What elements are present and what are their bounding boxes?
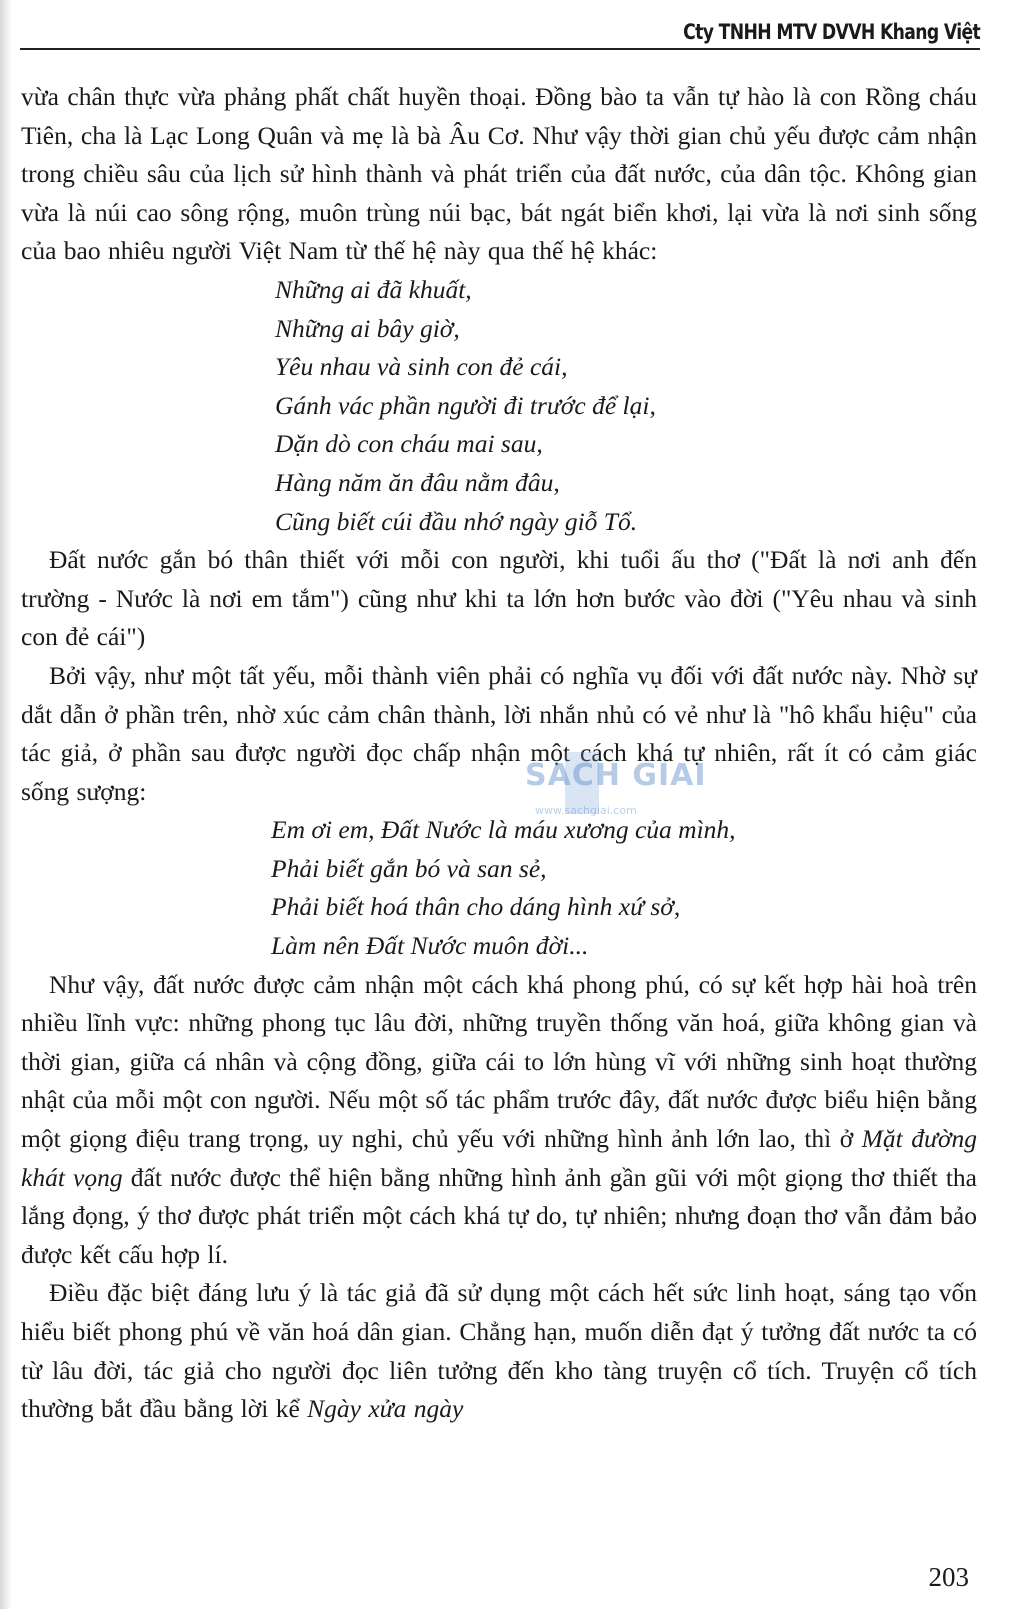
poem-line: Phải biết gắn bó và san sẻ, xyxy=(271,853,547,883)
running-header-publisher: Cty TNHH MTV DVVH Khang Việt xyxy=(683,20,980,44)
poem-excerpt-2 xyxy=(21,811,977,965)
watermark-logo-text: SACH GIAI xyxy=(525,758,707,793)
poem-line: Yêu nhau và sinh con đẻ cái, xyxy=(275,352,568,382)
header-rule xyxy=(20,48,980,50)
work-title: Mặt đường khát vọng xyxy=(21,1124,977,1192)
page-number: 203 xyxy=(928,1562,969,1592)
poem-line: Cũng biết cúi đầu nhớ ngày giỗ Tổ. xyxy=(275,506,638,536)
poem-line: Những ai bây giờ, xyxy=(275,313,460,343)
paragraph-4 xyxy=(21,966,977,1275)
paragraph-1: vừa chân thực vừa phảng phất chất huyền thoại. Đồng bào ta vẫn tự hào là con Rồng cháu Tiên, cha là Lạc Long Quân và mẹ là bà Âu Cơ. Như vậy thời gian chủ yếu được cảm nhận trong chiều sâu của lịch sử hình thành và phát triển của đất nước, của dân tộc. Không gian vừa là núi cao sông rộng, muôn trùng núi bạc, bát ngát biển khơi, lại vừa là nơi sinh sống của bao nhiêu người Việt Nam từ thế hệ này qua thế hệ khác: xyxy=(21,82,977,266)
paragraph-4-text-end: đất nước được thể hiện bằng những hình ảnh gần gũi với một giọng thơ thiết tha lắng đọng, ý thơ được phát triển một cách khá tự do, tự nhiên; nhưng đoạn thơ vẫn đảm bảo được kết cấu hợp lí. xyxy=(21,1162,977,1269)
poem-line: Phải biết hoá thân cho dáng hình xứ sở, xyxy=(271,892,681,922)
page-body xyxy=(21,78,977,1429)
poem-line: Dặn dò con cháu mai sau, xyxy=(275,429,543,459)
paragraph-3: Bởi vậy, như một tất yếu, mỗi thành viên phải có nghĩa vụ đối với đất nước này. Nhờ sự dắt dẫn ở phần trên, nhờ xúc cảm chân thành, lời nhắn nhủ có vẻ như là "hô khẩu hiệu" của tác giả, ở phần sau được người đọc chấp nhận một cách khá tự nhiên, rất ít có cảm giác sống sượng: xyxy=(21,660,977,806)
fairy-tale-opening: Ngày xửa ngày xyxy=(307,1394,464,1424)
page-edge-shadow xyxy=(0,0,12,1609)
poem-line: Gánh vác phần người đi trước để lại, xyxy=(275,390,656,420)
poem-line: Hàng năm ăn đâu nằm đâu, xyxy=(275,467,560,497)
paragraph-5-text: Điều đặc biệt đáng lưu ý là tác giả đã sử dụng một cách hết sức linh hoạt, sáng tạo vốn hiểu biết phong phú về văn hoá dân gian. Chẳng hạn, muốn diễn đạt ý tưởng đất nước ta có từ lâu đời, tác giả cho người đọc liên tưởng đến kho tàng truyện cổ tích. Truyện cổ tích thường bắt đầu bằng lời kể xyxy=(21,1278,977,1424)
paragraph-4-text-start: Như vậy, đất nước được cảm nhận một cách khá phong phú, có sự kết hợp hài hoà trên nhiều lĩnh vực: những phong tục lâu đời, những truyền thống văn hoá, giữa không gian và thời gian, giữa cá nhân và cộng đồng, giữa cái to lớn hùng vĩ với những sinh hoạt thường nhật của mỗi một con người. Nếu một số tác phẩm trước đây, đất nước được biểu hiện bằng một giọng điệu trang trọng, uy nghi, chủ yếu với những hình ảnh lớn lao, thì ở xyxy=(21,969,977,1154)
paragraph-5 xyxy=(21,1274,977,1428)
paragraph-2: Đất nước gắn bó thân thiết với mỗi con người, khi tuổi ấu thơ ("Đất là nơi anh đến trường - Nước là nơi em tắm") cũng như khi ta lớn hơn bước vào đời ("Yêu nhau và sinh con đẻ cái") xyxy=(21,545,977,652)
watermark-url: www.sachgiai.com xyxy=(535,804,637,817)
poem-line: Em ơi em, Đất Nước là máu xương của mình, xyxy=(271,815,736,845)
poem-excerpt-1 xyxy=(21,271,977,541)
poem-line: Những ai đã khuất, xyxy=(275,274,472,304)
poem-line: Làm nên Đất Nước muôn đời... xyxy=(271,931,589,961)
